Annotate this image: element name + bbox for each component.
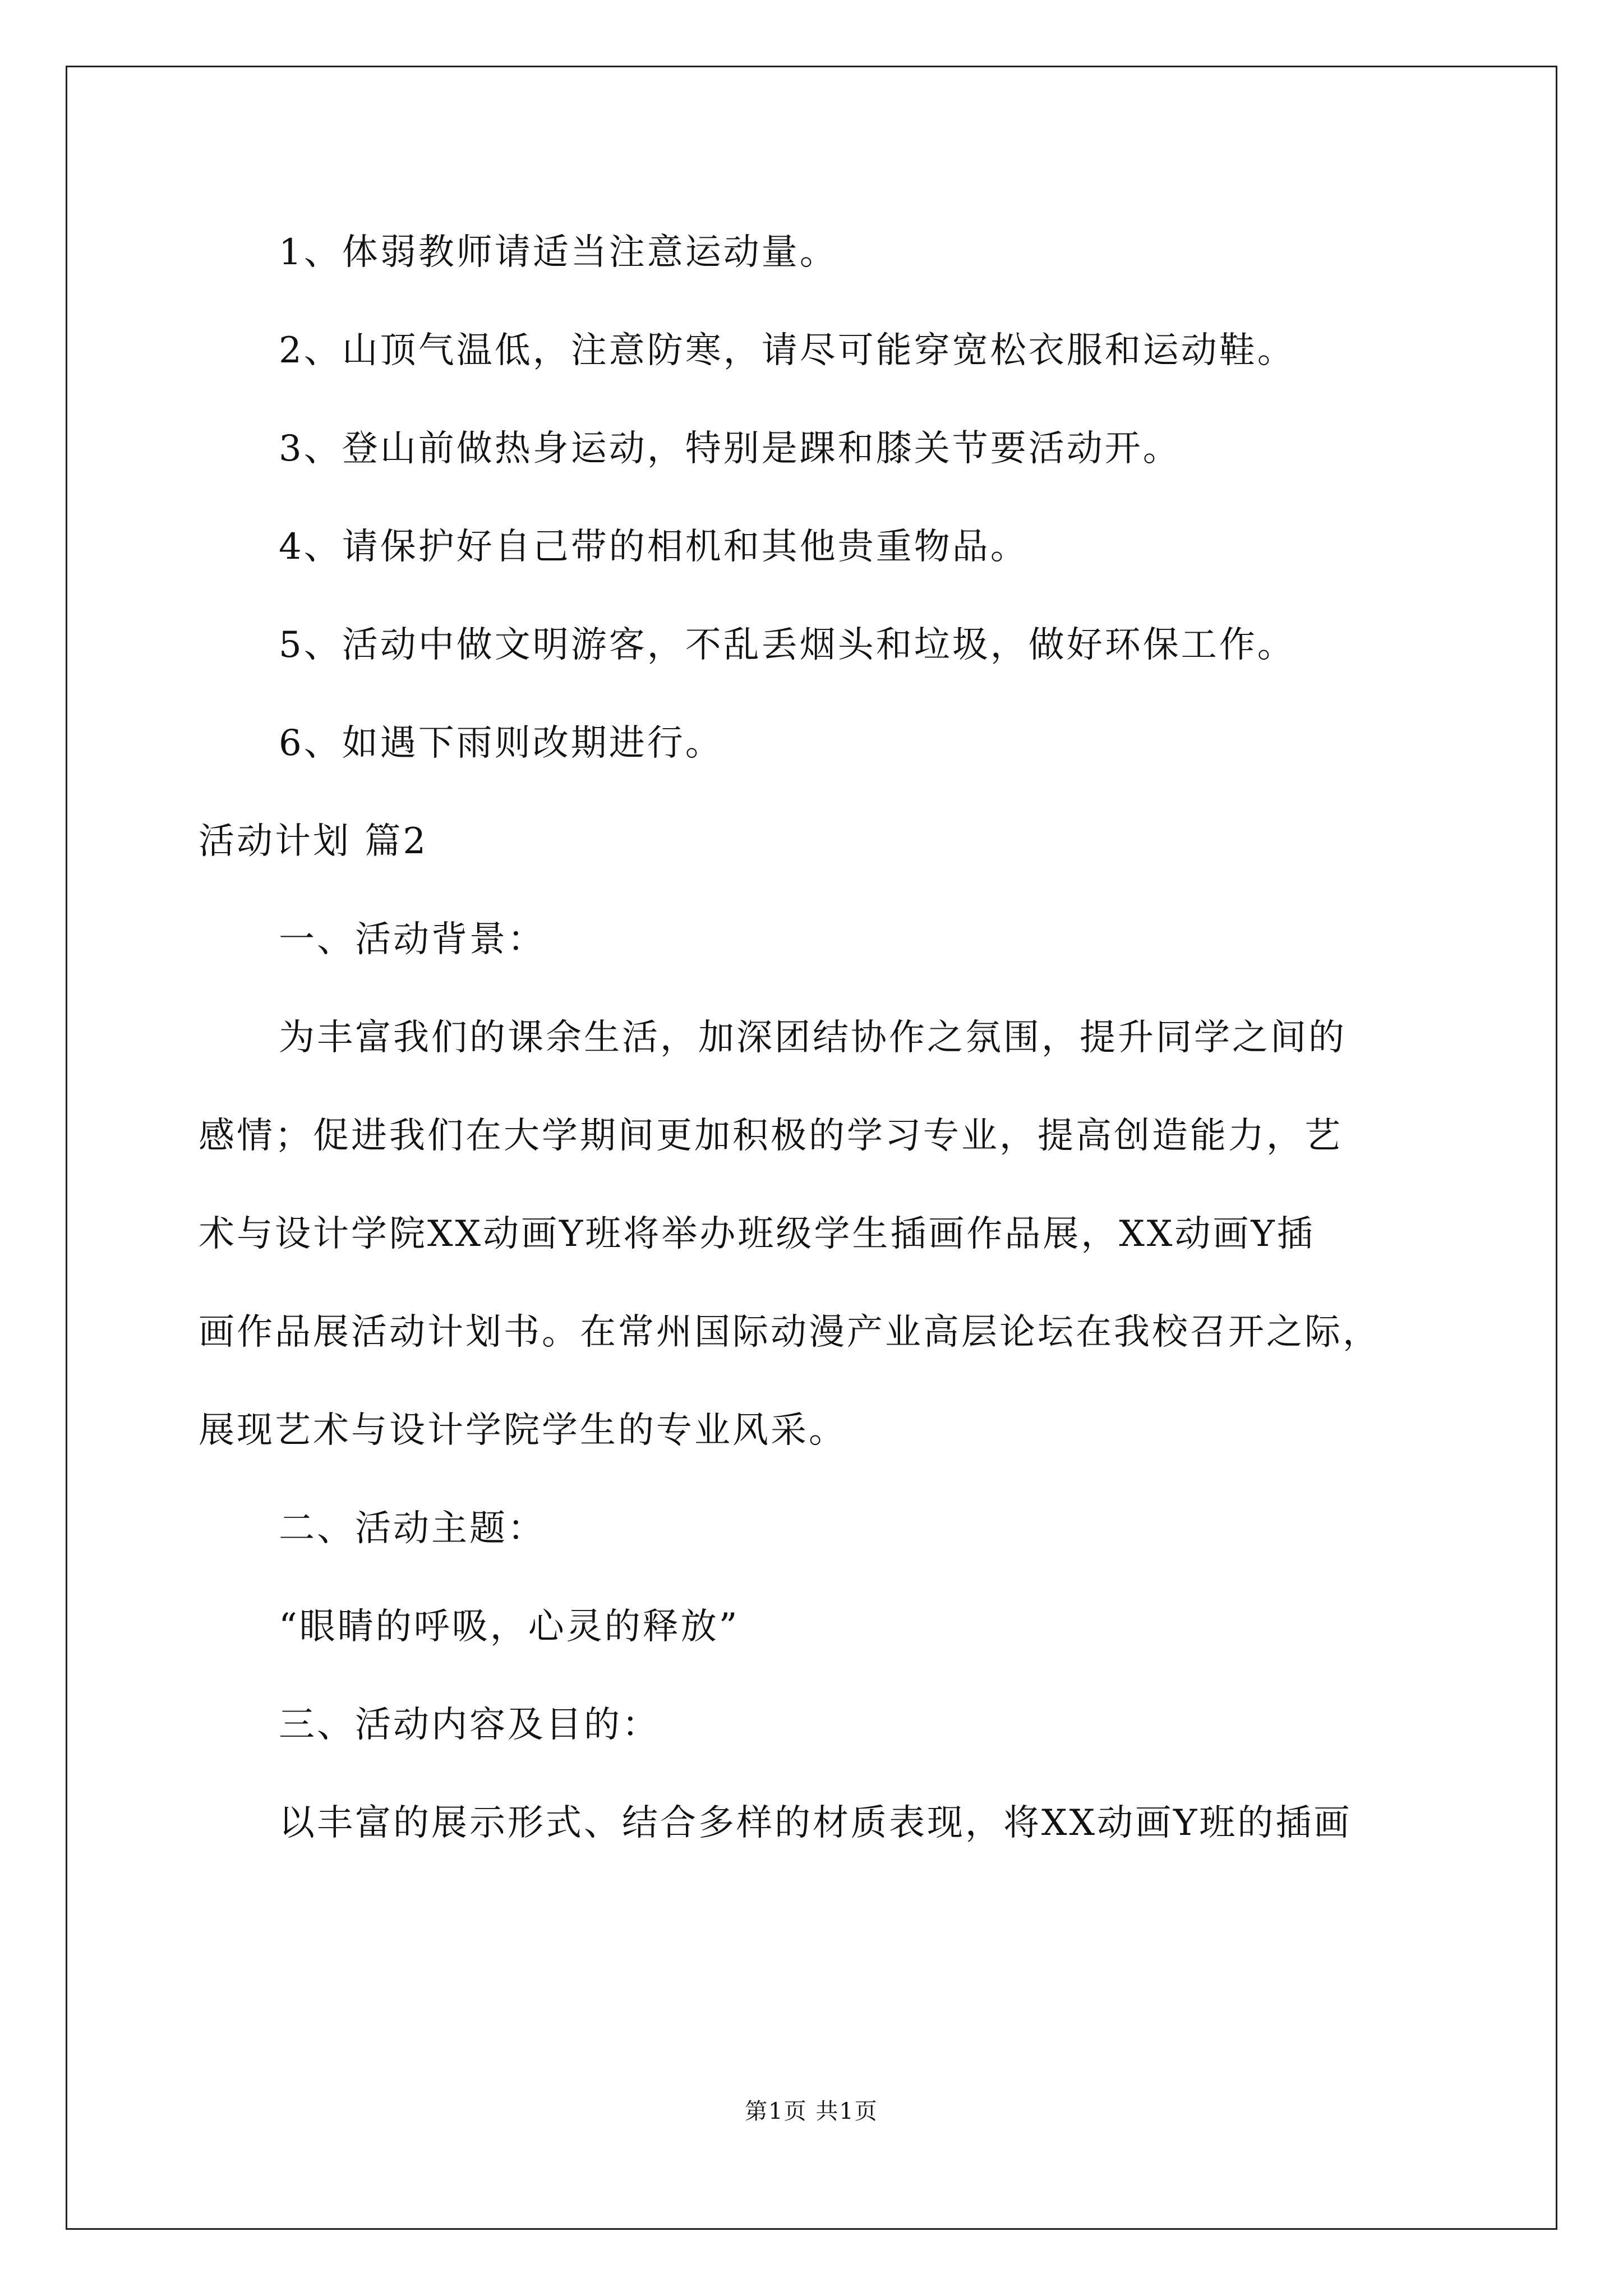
section-heading: 活动计划 篇2 <box>199 821 428 862</box>
paragraph-line: 以丰富的展示形式、结合多样的材质表现，将XX动画Y班的插画 <box>279 1802 1352 1844</box>
page-footer: 第1页 共1页 <box>745 2099 878 2124</box>
paragraph-line: 为丰富我们的课余生活，加深团结协作之氛围，提升同学之间的 <box>279 1017 1347 1059</box>
heading-theme: 二、活动主题： <box>279 1508 546 1549</box>
note-line-4: 4、请保护好自己带的相机和其他贵重物品。 <box>279 526 1029 568</box>
heading-content: 三、活动内容及目的： <box>279 1704 660 1746</box>
paragraph-line: 展现艺术与设计学院学生的专业风采。 <box>199 1410 847 1451</box>
paragraph-line: 术与设计学院XX动画Y班将举办班级学生插画作品展，XX动画Y插 <box>199 1213 1315 1255</box>
paragraph-line: 感情；促进我们在大学期间更加积极的学习专业，提高创造能力，艺 <box>199 1115 1343 1157</box>
note-line-2: 2、山顶气温低，注意防寒，请尽可能穿宽松衣服和运动鞋。 <box>279 330 1295 371</box>
heading-background: 一、活动背景： <box>279 919 546 960</box>
note-line-6: 6、如遇下雨则改期进行。 <box>279 723 723 764</box>
paragraph-line: 画作品展活动计划书。在常州国际动漫产业高层论坛在我校召开之际， <box>199 1312 1381 1353</box>
note-line-5: 5、活动中做文明游客，不乱丢烟头和垃圾，做好环保工作。 <box>279 624 1295 666</box>
note-line-1: 1、体弱教师请适当注意运动量。 <box>279 232 838 273</box>
note-line-3: 3、登山前做热身运动，特别是踝和膝关节要活动开。 <box>279 428 1181 470</box>
theme-quote: “眼睛的呼吸，心灵的释放” <box>279 1606 740 1648</box>
